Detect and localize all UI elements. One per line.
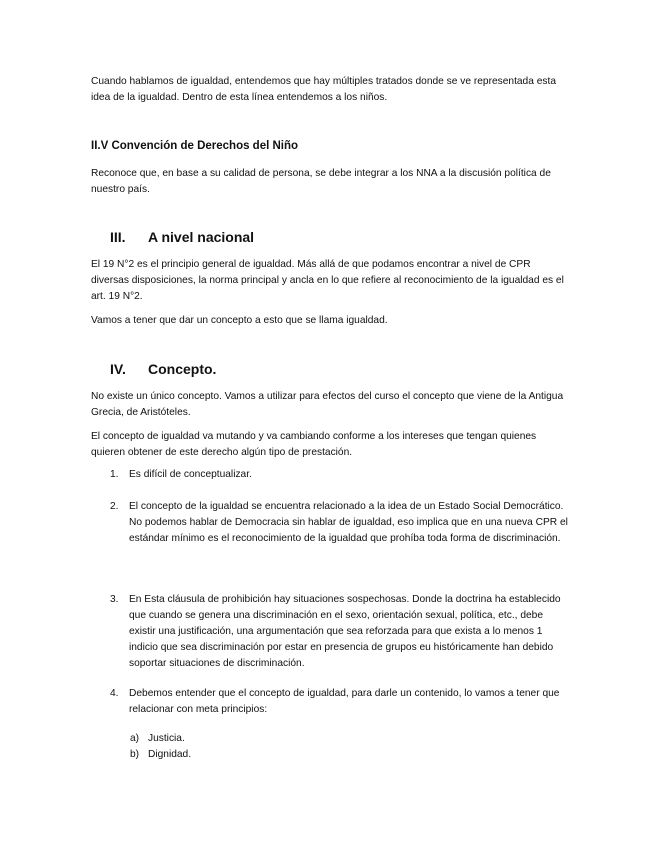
sub-list-item-text: Justicia. (148, 733, 185, 744)
list-item-text: Es difícil de conceptualizar. (129, 469, 252, 480)
list-item-text: El concepto de la igualdad se encuentra relacionado a la idea de un Estado Social Democrático. No podemos hablar de Democracia sin hablar de igualdad, eso implica que en una nueva CPR el estándar mínimo es el reconocimiento de la igualdad que prohíba toda forma de discriminación. (129, 501, 568, 544)
list-item (110, 686, 570, 718)
sub-list-item-text: Dignidad. (148, 749, 192, 760)
list-item-number: 4. (110, 688, 119, 699)
convencion-heading: II.V Convención de Derechos del Niño (91, 140, 299, 152)
section-heading-nacional (110, 229, 254, 245)
list-item (110, 592, 570, 672)
concepto-paragraph: No existe un único concepto. Vamos a utilizar para efectos del curso el concepto que viene de la Antigua Grecia, de Aristóteles. (91, 391, 564, 418)
list-item-text: Debemos entender que el concepto de igualdad, para darle un contenido, lo vamos a tener que relacionar con meta principios: (129, 688, 560, 715)
intro-paragraph: Cuando hablamos de igualdad, entendemos que hay múltiples tratados donde se ve representada esta idea de la igualdad. Dentro de esta línea entendemos a los niños. (91, 76, 556, 103)
sub-list-item (130, 731, 185, 747)
sub-list-item-letter: b) (130, 749, 140, 760)
section-title: Concepto. (148, 361, 217, 377)
list-item-number: 1. (110, 469, 119, 480)
list-item (110, 499, 570, 547)
section-number: III. (110, 229, 126, 245)
list-item (110, 467, 570, 483)
nacional-paragraph: Vamos a tener que dar un concepto a esto que se llama igualdad. (91, 315, 388, 326)
convencion-paragraph: Reconoce que, en base a su calidad de persona, se debe integrar a los NNA a la discusión política de nuestro país. (91, 168, 551, 195)
list-item-text: En Esta cláusula de prohibición hay situaciones sospechosas. Donde la doctrina ha establecido que cuando se genera una discriminación en el sexo, orientación sexual, política, etc., debe existir una justificación, una argumentación que sea reforzada para que exista a lo menos 1 indicio que sea discriminación por estar en presencia de grupos eu históricamente han debido soportar situaciones de discriminación. (129, 594, 561, 669)
sub-list-item-letter: a) (130, 733, 140, 744)
section-title: A nivel nacional (148, 229, 255, 245)
list-item-number: 3. (110, 594, 119, 605)
section-heading-concepto (110, 361, 216, 377)
nacional-paragraph: El 19 N°2 es el principio general de igualdad. Más allá de que podamos encontrar a nivel de CPR diversas disposiciones, la norma principal y ancla en lo que refiere al reconocimiento de la igualdad es el art. 19 N°2. (91, 259, 564, 302)
list-item-number: 2. (110, 501, 119, 512)
section-number: IV. (110, 361, 126, 377)
sub-list-item (130, 747, 191, 763)
concepto-paragraph: El concepto de igualdad va mutando y va cambiando conforme a los intereses que tengan quienes quieren obtener de este derecho algún tipo de prestación. (91, 431, 537, 458)
